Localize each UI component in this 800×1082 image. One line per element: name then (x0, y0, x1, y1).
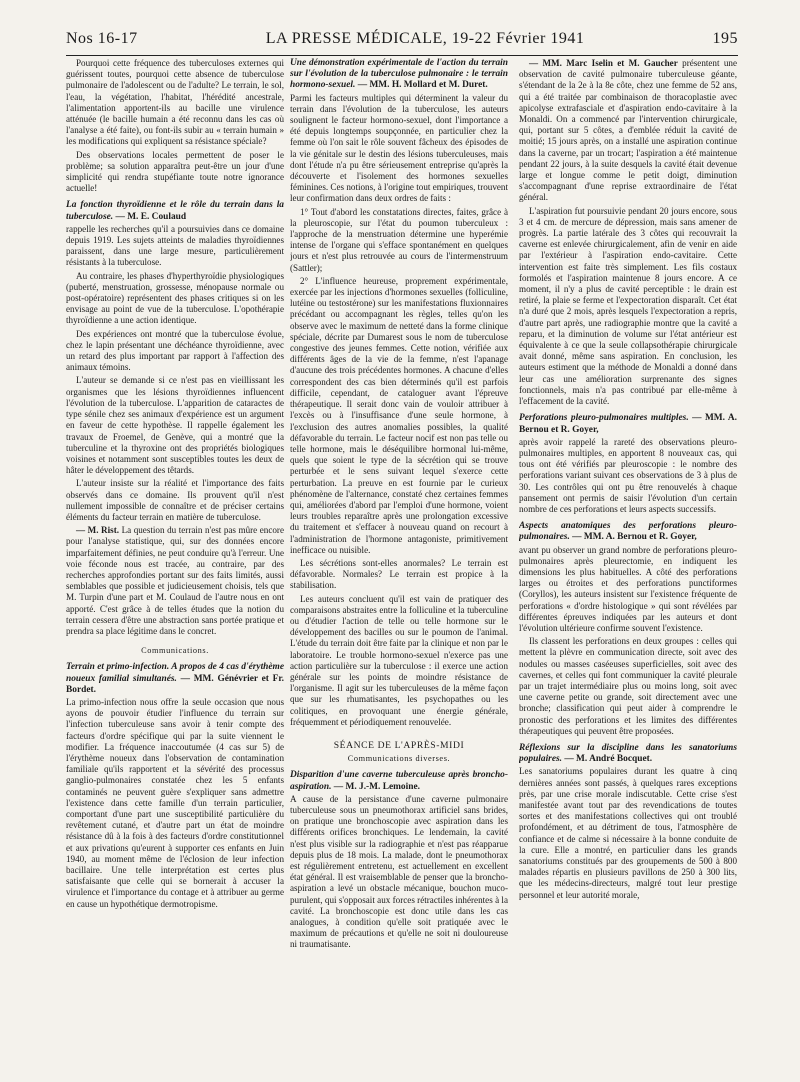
paragraph: Les sanatoriums populaires durant les quatre à cinq dernières années sont passés, à quelques rares exceptions près, par une crise morale indiscutable. Cette crise s'est manifestée avant tout par des revendications de toutes sortes et des manifestations collectives qui ont troublé profondément, et au détriment de tous, l'atmosphère de confiance et de calme si nécessaire à la bonne conduite de la cure. Elle a montré, en particulier dans les grands sanatoriums constitués par des groupements de 500 à 800 malades répartis en plusieurs pavillons de 250 à 300 lits, que les médecins-directeurs, malgré tout leur prestige personnel et leur autorité morale, (519, 766, 737, 900)
column-1 (66, 58, 284, 1068)
paragraph: Des expériences ont montré que la tuberculose évolue, chez le lapin présentant une déchéance thyroïdienne, avec un retard des plus important par rapport à l'affection des animaux témoins. (66, 328, 284, 373)
paragraph: rappelle les recherches qu'il a poursuivies dans ce domaine depuis 1919. Les sujets atteints de maladies thyroïdiennes paraissent, dans une large mesure, particulièrement résistants à la tuberculose. (66, 223, 284, 268)
speaker: — MM. Marc Iselin et M. Gaucher (529, 58, 678, 68)
page-header (66, 30, 738, 52)
issue-number: Nos 16-17 (66, 30, 138, 47)
paragraph: Des observations locales permettent de poser le problème; sa solution apparaîtra peut-être un jour d'une simplicité qui rendra stupéfiante toute notre ignorance actuelle! (66, 149, 284, 194)
article-heading (519, 521, 737, 543)
paragraph (519, 58, 737, 204)
paragraph: A cause de la persistance d'une caverne pulmonaire tuberculeuse sous un pneumothorax artificiel sans brides, on pratique une bronchoscopie avec aspiration dans les différents orifices bronchiques. Le lendemain, la cavité n'est plus visible sur la radiographie et n'est pas réapparue depuis plus de 18 mois. La malade, dont le pneumothorax est régulièrement entretenu, est actuellement en excellent état général. Il est vraisemblable de penser que la broncho-aspiration a levé un obstacle mécanique, bouchon muco-purulent, qui s'opposait aux forces rétractiles inhérentes à la cavité. La bronchoscopie est donc utile dans les cas analogues, à condition qu'elle soit pratiquée avec le maximum de précautions et qu'elle ne soit ni douloureuse ni traumatisante. (290, 793, 508, 950)
paragraph: L'auteur se demande si ce n'est pas en vieillissant les organismes que les lésions thyroïdiennes influencent l'évolution de la tuberculose. L'apparition de cataractes de type sénile chez ses animaux d'expérience est un argument en faveur de cette hypothèse. Il rappelle également les travaux de Froemel, de Genève, qui a montré que la tuberculine et la thyroxine ont des propriétés biologiques voisines et notamment sont susceptibles toutes les deux de hâter le développement des têtards. (66, 375, 284, 476)
paragraph: L'auteur insiste sur la réalité et l'importance des faits observés dans ce domaine. Ils prouvent qu'il n'est nullement impossible de connaître et de préciser certains éléments du facteur terrain en matière de tuberculose. (66, 478, 284, 522)
paragraph-text: présentent une observation de cavité pulmonaire tuberculeuse géante, s'étendant de la 2e à la 8e côte, chez une femme de 52 ans, qui a été traitée par combinaison de thoracoplastie avec apicolyse extrafasciale et d'aspiration endo-cavitaire à la Monaldi. On a commencé par l'intervention chirurgicale, qui, portant sur 5 côtes, a d'emblée réduit la cavité de moitié; 15 jours après, on a installé une aspiration continue dans la caverne, par un trocart; l'aspiration a été maintenue pendant 22 jours, à la suite desquels la cavité était devenue large et longue comme le petit doigt, diminution s'accompagnant d'une reprise extraordinaire de l'état général. (519, 58, 737, 203)
heading-title: Une démonstration expérimentale de l'action du terrain sur l'évolution de la tuberculose pulmonaire : le terrain hormono-sexuel. (290, 58, 508, 91)
heading-authors: — MM. H. Mollard et M. Duret. (357, 80, 488, 91)
section-label: Communications diverses. (347, 754, 451, 764)
paragraph: après avoir rappelé la rareté des observations pleuro-pulmonaires multiples, en apportent 8 nouveaux cas, qui tous ont été vérifiés par pleuroscopie : le nombre des perforations variant suivant ces observations de 3 à plus de 30. Les contrôles qui ont pu être renouvelés à chaque pansement ont permis de saisir l'évolution d'un certain nombre de ces perforations et leurs aspects successifs. (519, 436, 737, 514)
session-heading: SÉANCE DE L'APRÈS-MIDI (333, 739, 465, 751)
journal-title: LA PRESSE MÉDICALE, 19-22 Février 1941 (265, 30, 585, 47)
paragraph: La primo-infection nous offre la seule occasion que nous ayons de pouvoir étudier l'influence du terrain sur l'infection tuberculeuse sans avoir à tenir compte des facteurs d'ordre spécifique qui par la suite viennent le modifier. La fréquence inaccoutumée (4 cas sur 5) de l'érythème noueux dans l'observation de contamination familiale qu'ils rapportent et la sévérité des processus ganglio-pulmonaires constatée chez les 5 enfants contaminés ne peuvent guère s'expliquer sans admettre l'existence dans cette famille d'un terrain particulier, comportant d'une part une susceptibilité particulière du revêtement cutané, et d'autre part un état de moindre résistance dû à la fois à des facteurs d'ordre constitutionnel et aux privations qu'eurent à supporter ces enfants en Juin 1940, au moment même de l'éclosion de leur infection bacillaire. Une telle interprétation est certes plus satisfaisante que celle qui se bornerait à accuser la virulence et l'importance du contage et à attribuer au germe en cause un hypothétique dermotropisme. (66, 696, 284, 909)
article-heading (519, 413, 737, 435)
column-2 (290, 58, 508, 1068)
header-rule (66, 55, 738, 56)
heading-authors: — MM. A. Bernou et R. Goyer, (519, 413, 737, 435)
section-label: Communications. (141, 646, 209, 656)
paragraph: Ils classent les perforations en deux groupes : celles qui mettent la plèvre en communication directe, soit avec des nodules ou masses caséeuses superficielles, soit avec des cavernes, et celles qui font communiquer la cavité pleurale par un trajet intermédiaire plus ou moins long, soit avec une caverne petite ou grande, soit directement avec une bronche; classification qui peut aider à comprendre le pronostic des perforations et les limites des différentes thérapeutiques qui peuvent être proposées. (519, 636, 737, 736)
article-heading (66, 662, 284, 696)
paragraph: Parmi les facteurs multiples qui déterminent la valeur du terrain dans l'évolution de la tuberculose, les auteurs soulignent le facteur hormono-sexuel, dont l'importance a été depuis longtemps soupçonnée, en particulier chez la femme où l'on sait le rôle souvent fâcheux des épisodes de la vie génitale sur le destin des lésions tuberculeuses, mais dont l'étude n'a pu être sérieusement entreprise qu'après la découverte et l'isolement des hormones sexuelles féminines. Ces notions, à l'origine tout empiriques, trouvent leur confirmation dans deux ordres de faits : (290, 92, 508, 204)
heading-authors: — M. E. Coulaud (115, 211, 187, 222)
heading-title: Terrain et primo-infection. A propos de 4 cas d'érythème noueux familial simultanés. (66, 662, 284, 684)
heading-title: Réflexions sur la discipline dans les sanatoriums populaires. (519, 742, 737, 765)
page-number: 195 (712, 30, 738, 47)
article-heading (290, 58, 508, 92)
paragraph: Pourquoi cette fréquence des tuberculoses externes qui guérissent toutes, pourquoi cette absence de tuberculose pulmonaire de l'adolescent ou de l'adulte? Le terrain, le sol, l'eau, la végétation, l'habitat, l'hérédité ancestrale, l'alimentation apportent-ils au bacille une virulence atténuée (le bacille humain a été reconnu dans les cas où l'analyse a été faite), ou font-ils subir au « terrain humain » les modifications qui expliquent sa résistance spéciale? (66, 58, 284, 147)
heading-title: Disparition d'une caverne tuberculeuse après broncho-aspiration. (290, 770, 508, 792)
heading-title: La fonction thyroïdienne et le rôle du terrain dans la tuberculose. (66, 200, 284, 222)
heading-authors: — MM. A. Bernou et R. Goyer, (572, 532, 697, 543)
paragraph: Au contraire, les phases d'hyperthyroïdie physiologiques (puberté, menstruation, grossesse, ménopause normale ou post-opératoire) représentent des phases critiques si on les envisage au point de vue de la tuberculose. L'opothérapie thyroïdienne a une action identique. (66, 270, 284, 326)
article-heading (290, 770, 508, 792)
heading-title: Aspects anatomiques des perforations pleuro-pulmonaires. (519, 521, 737, 543)
paragraph: Les sécrétions sont-elles anormales? Le terrain est défavorable. Normales? Le terrain est propice à la stabilisation. (290, 557, 508, 591)
heading-authors: — M. J.-M. Lemoine. (333, 781, 420, 792)
paragraph: L'aspiration fut poursuivie pendant 20 jours encore, sous 3 et 4 cm. de mercure de dépression, mais sans amener de progrès. La partie latérale des 3 côtes qui recouvrait la caverne est enlevée chirurgicalement, afin de venir en aide par l'extérieur à l'aspiration endo-cavitaire. Cette intervention est faite très simplement. Les fils costaux formolés et l'aspiration maintenue 8 jours encore. A ce moment, il n'y a plus de cavité perceptible : le drain est retiré, la plaie se ferme et l'expectoration disparaît. Cet état n'a duré que 2 mois, après lesquels l'expectoration a repris, d'autre part après, une radiographie montre que la cavité a reparu, et la diminution de volume sur l'état antérieur est équivalente à ce que la seule collapsothérapie chirurgicale avait donné, même sans aspiration. En conclusion, les auteurs estiment que la méthode de Monaldi a donné dans leur cas une amélioration surprenante des signes fonctionnels, mais n'a pas contribué par elle-même à l'effacement de la cavité. (519, 205, 737, 407)
heading-title: Perforations pleuro-pulmonaires multiples. (519, 413, 689, 424)
heading-authors: — MM. Génévrier et Fr. Bordet. (66, 673, 284, 695)
speaker: — M. Rist. (76, 525, 119, 536)
article-heading (519, 743, 737, 765)
paragraph (66, 525, 284, 637)
paragraph: avant pu observer un grand nombre de perforations pleuro-pulmonaires après pleurectomie, en indiquent les dimensions les plus habituelles. A côté des perforations larges ou étroites et des perforations punctiformes (Coryllos), les auteurs insistent sur l'existence fréquente de perforations « d'ordre histologique » qui sont révélées par différentes épreuves indiquées par les auteurs et dont l'évolution ultérieure confirme souvent l'existence. (519, 544, 737, 633)
paragraph-text: La question du terrain n'est pas mûre encore pour l'analyse statistique, qui, sur des données encore imparfaitement définies, ne peut conduire qu'à l'erreur. Une voie féconde nous est tracée, au contraire, par des recherches approfondies portant sur des faits limités, aussi semblables que possible et judicieusement choisis, tels que M. Turpin d'une part et M. Coulaud de l'autre nous en ont apporté. C'est grâce à de telles études que la notion du terrain cessera d'être une abstraction sans portée pratique et prendra sa place légitime dans le concret. (66, 525, 284, 636)
column-3 (519, 58, 737, 1068)
heading-authors: — M. André Bocquet. (564, 754, 653, 765)
paragraph: 1° Tout d'abord les constatations directes, faites, grâce à la pleuroscopie, sur l'état du poumon tuberculeux : l'approche de la menstruation détermine une hyperémie intense de l'organe qui s'efface spontanément en quelques jours et n'est plus retrouvée au cours de l'intermenstruum (Sattler); (290, 206, 508, 273)
paragraph: Les auteurs concluent qu'il est vain de pratiquer des comparaisons abstraites entre la folliculine et la tuberculine ou d'étudier l'action de telle ou telle hormone sur le développement des bacilles ou sur le poumon de l'animal. L'étude du terrain doit être faite par la clinique et non par le laboratoire. Le trouble hormono-sexuel n'exerce pas une action particulière sur la tuberculose : il exerce une action générale sur les points de moindre résistance de l'organisme. Il agit sur les tuberculeuses de la même façon que sur les rhumatisantes, les psychopathes ou les colitiques, en provoquant une énergie générale, fréquemment et périodiquement renouvelée. (290, 593, 508, 727)
paragraph: 2° L'influence heureuse, proprement expérimentale, exercée par les injections d'hormones sexuelles (folliculine, lutéine ou testostérone) sur les manifestations fluxionnaires précédant ou accompagnant les règles, telles qu'on les observe avec le maximum de netteté dans la forme clinique spéciale, décrite par Dumarest sous le nom de tuberculose congestive des jeunes femmes. Cette notion, vérifiée aux différents âges de la vie de la femme, n'est l'apanage d'aucune des trois précédentes hormones. A chacune d'elles correspondent des cas bien déterminés qu'il est parfois difficile, cependant, de cataloguer avant l'épreuve thérapeutique. Il serait donc vain de vouloir attribuer à l'excès ou à l'insuffisance d'une seule hormone, à l'exclusion des autres anomalies possibles, la qualité défavorable du terrain. Le facteur nocif est non pas telle ou telle hormone, mais le déséquilibre hormonal lui-même, quels que soient le type de la sécrétion qui se trouve perturbée et le sens suivant lequel s'exerce cette perturbation. La preuve en est fournie par le curieux phénomène de l'alternance, constaté chez certaines femmes qui, améliorées d'abord par l'emploi d'une hormone, voient leurs troubles reparaître après une prolongation excessive du traitement et s'effacer à nouveau quand on recourt à l'administration de l'hormone antagoniste, primitivement inefficace ou nuisible. (290, 275, 508, 555)
article-heading (66, 200, 284, 222)
